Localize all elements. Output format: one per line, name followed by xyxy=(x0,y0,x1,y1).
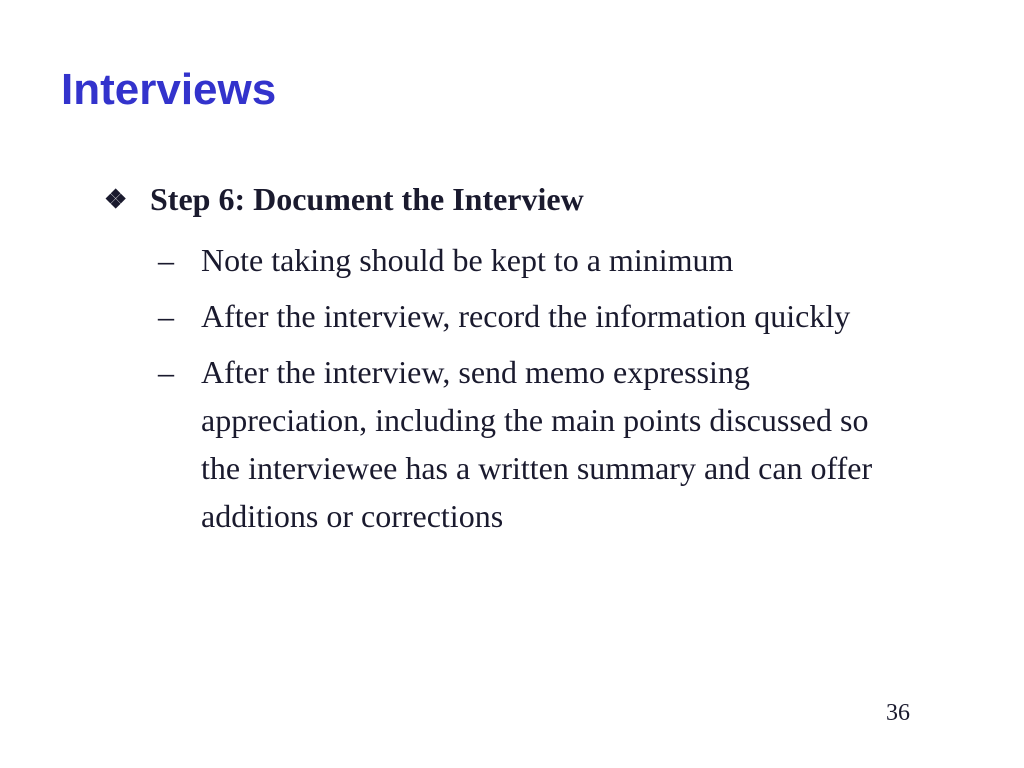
sub-bullet-item xyxy=(158,348,898,540)
main-bullet xyxy=(104,178,984,221)
sub-bullet-list xyxy=(158,236,898,548)
four-diamond-icon: ❖ xyxy=(104,185,128,214)
sub-bullet-text: Note taking should be kept to a minimum xyxy=(201,242,734,278)
page-number: 36 xyxy=(886,700,910,726)
sub-bullet-text: After the interview, send memo expressing appreciation, including the main points discussed so the interviewee has a written summary and can offer additions or corrections xyxy=(201,354,873,534)
dash-icon: – xyxy=(158,354,174,390)
sub-bullet-item xyxy=(158,236,898,284)
main-bullet-text: Step 6: Document the Interview xyxy=(150,181,584,217)
dash-icon: – xyxy=(158,298,174,334)
dash-icon: – xyxy=(158,242,174,278)
sub-bullet-item xyxy=(158,292,898,340)
sub-bullet-text: After the interview, record the information quickly xyxy=(201,298,851,334)
slide-title: Interviews xyxy=(61,65,277,114)
